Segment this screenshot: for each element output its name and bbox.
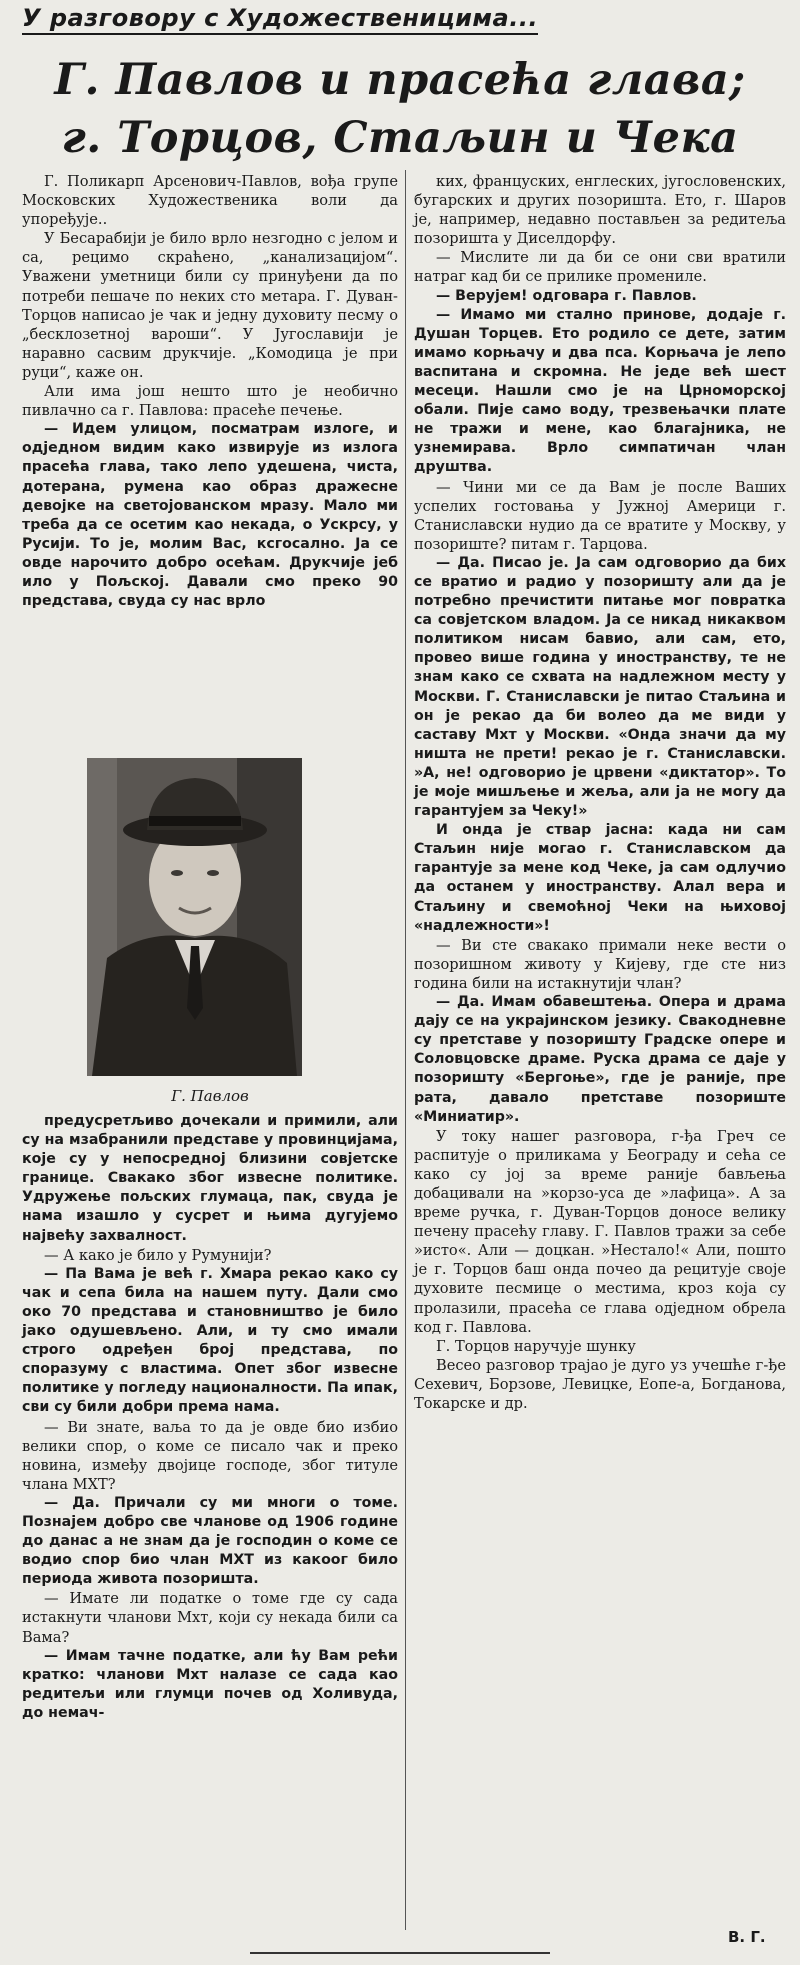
paragraph: — Ви сте свакако примали неке вести о позоришном животу у Кијеву, где сте низ година били на истакнутији члан? — [414, 936, 786, 992]
portrait-illustration — [87, 758, 302, 1076]
paragraph: — Да. Имам обавештења. Опера и драма дају се на украјинском језику. Свакодневне су претставе у позоришту Градске опере и Соловцовске драме. Руска драма се даје у позоришту «Бергоње», где је раније, пре рата, давало претставе позориште «Миниатир». — [414, 994, 786, 1125]
paragraph: — Да. Писао је. Ја сам одговорио да бих се вратио и радио у позоришту али да је потребно пречистити питање мог повратка са совјетском владом. Ја се никад никаквом политиком нисам бавио, али сам, ето, провео више година у иностранству, те не знам како се схвата на надлежном месту у Москви. Г. Станиславски је питао Стаљина и он је рекао да би волео да ме види у саставу Мхт у Москви. «Онда значи да му ништа не прети! рекао је г. Станиславски. »А, не! одговорио је црвени «диктатор». То је моје мишљење и жеља, али ја не могу да гарантујем за Чеку!» — [414, 554, 786, 820]
paragraph: — Чини ми се да Вам је после Ваших успелих гостовања у Јужној Америци г. Станиславски нудио да се вратите у Москву, у позориште? питам г. Тарцова. — [414, 478, 786, 553]
paragraph: — Ви знате, ваља то да је овде био избио велики спор, о коме се писало чак и преко новина, између двојице господе, због титуле члана МХТ? — [22, 1418, 398, 1493]
paragraph: — Верујем! одговара г. Павлов. — [436, 287, 697, 304]
kicker-heading: У разговору с Художественицима... — [22, 4, 538, 35]
end-rule — [250, 1952, 550, 1954]
photo-caption: Г. Павлов — [171, 1087, 249, 1105]
paragraph: — Мислите ли да би се они сви вратили натраг кад би се прилике промениле. — [414, 249, 786, 286]
headline-line-1: Г. Павлов и прасећа глава; — [54, 55, 746, 105]
paragraph: — Идем улицом, посматрам излоге, и одједном видим како извирује из излога прасећа глава, тако лепо удешена, чиста, дотерана, румена као образ дражесне девојке на светојованском мразу. Мало ми треба да се осетим као некада, о Ускрсу, у Русији. То је, молим Вас, ксгосално. Ја се овде нарочито добро осећам. Друкчије јеб ило у Пољској. Давали смо преко 90 представа, свуда су нас врло — [22, 421, 398, 610]
left-column-bottom — [22, 1112, 398, 1723]
paragraph: — Па Вама је већ г. Хмара рекао како су чак и сепа била на нашем путу. Дали смо око 70 представа и становништво је било јако одушевљено. Али, и ту смо имали строго одређен број представа, по споразуму с властима. Опет због извесне политике у погледу националности. Па ипак, сви су били добри према нама. — [22, 1265, 398, 1416]
author-signature: В. Г. — [728, 1928, 766, 1946]
paragraph: Г. Торцов наручује шунку — [436, 1337, 636, 1355]
paragraph: У току нашег разговора, г-ђа Греч се распитује о приликама у Београду и сећа се како су јој за време раније бављења добацивали на »корзо-уса де »лафица». А за време ручка, г. Дуван-Торцов доносе велику печену прасећу главу. Г. Павлов тражи за себе »исто«. Али — доцкан. »Нестало!« Али, пошто је г. Торцов баш онда почео да рецитује своје духовите песмице о местима, кроз која су пролазили, прасећа се глава одједном обрела код г. Павлова. — [414, 1127, 786, 1336]
left-column-top — [22, 172, 398, 611]
paragraph: Г. Поликарп Арсенович-Павлов, вођа групе Московских Художественика воли да упоређује.. — [22, 173, 398, 229]
paragraph: предусретљиво дочекали и примили, али су на мзабранили представе у провинцијама, које су у непосредној близини совјетске границе. Свакако због извесне политике. Удружење пољских глумаца, пак, свуда је нама изашло у сусрет и њима дугујемо највећу захвалност. — [22, 1113, 398, 1244]
portrait-photo — [87, 758, 302, 1076]
paragraph: — Имамо ми стално принове, додаје г. Душан Торцев. Ето родило се дете, затим имамо корњачу и два пса. Корњача је лепо васпитана и скромна. Не једе већ шест месеци. Нашли смо је на Црноморској обали. Пије само воду, трезвењачки плате не тражи и мене, као благајника, не узнемирава. Врло симпатичан члан друштва. — [414, 306, 786, 476]
paragraph: У Бесарабији је било врло незгодно с јелом и са, рецимо скраћено, „канализацијом“. Уважени уметници били су принуђени да по потреби пешаче по неких сто метара. Г. Дуван-Торцов написао је чак и једну духовиту песму о „бесклозетној вароши“. У Југославији је наравно сасвим друкчије. „Комодица је при руци“, каже он. — [22, 230, 398, 381]
paragraph: — Да. Причали су ми многи о томе. Познајем добро све чланове од 1906 године до данас а не знам да је господин о коме се водио спор био члан МХТ из какоог било периода живота позоришта. — [22, 1494, 398, 1588]
paragraph: Али има још нешто што је необично пивлачно са г. Павлова: прасеће печење. — [22, 383, 398, 420]
column-divider — [405, 170, 406, 1930]
paragraph: — А како је било у Румунији? — [44, 1246, 272, 1264]
paragraph: — Имате ли податке о томе где су сада истакнути чланови Мхт, који су некада били са Вама? — [22, 1590, 398, 1646]
headline-line-2: г. Торцов, Стаљин и Чека — [61, 113, 739, 163]
paragraph: ких, француских, енглеских, југословенских, бугарских и других позоришта. Ето, г. Шаров је, например, недавно постављен за редитеља позоришта у Диселдорфу. — [414, 173, 786, 248]
paragraph: Весео разговор трајао је дуго уз учешће г-ђе Сехевич, Борзове, Левицке, Еопе-а, Богданова, Токарске и др. — [414, 1356, 786, 1412]
paragraph: И онда је ствар јасна: када ни сам Стаљин није могао г. Станиславском да гарантује за мене код Чеке, ја сам одлучио да останем у иностранству. Алал вера и Стаљину и свемоћној Чеки на њиховој «надлежности»! — [414, 822, 786, 934]
right-column — [414, 172, 786, 1413]
paragraph: — Имам тачне податке, али ћу Вам рећи кратко: чланови Мхт налазе се сада као редитељи или глумци почев од Холивуда, до немач- — [22, 1647, 398, 1721]
